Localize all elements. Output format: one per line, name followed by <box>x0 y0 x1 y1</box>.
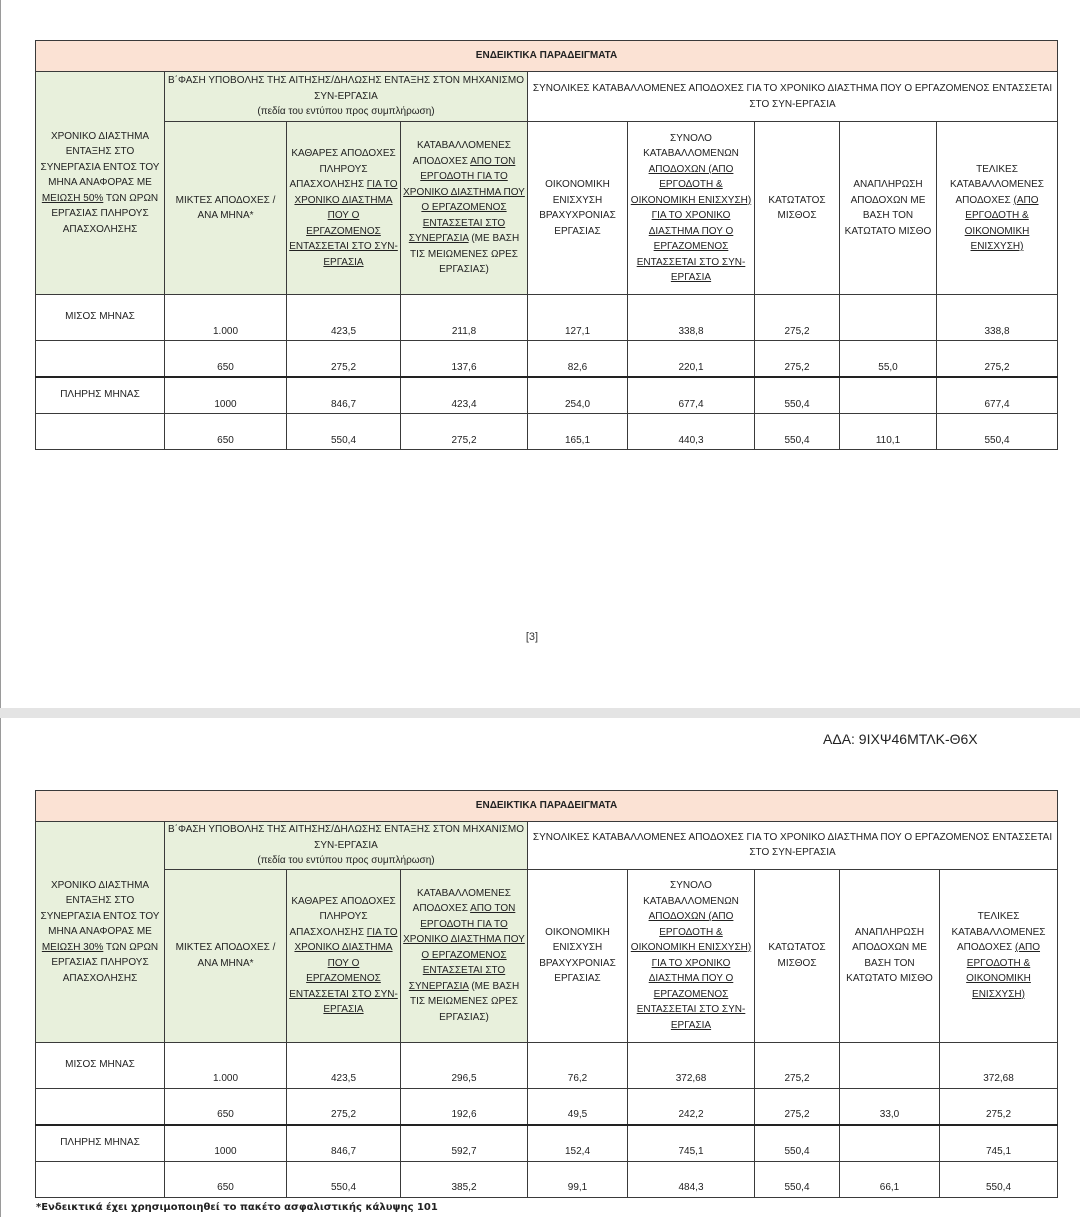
cell-topup <box>840 295 937 341</box>
document-page-2 <box>0 718 1080 1217</box>
page-number: [3] <box>525 631 539 643</box>
group-header-totals: ΣΥΝΟΛΙΚΕΣ ΚΑΤΑΒΑΛΛΟΜΕΝΕΣ ΑΠΟΔΟΧΕΣ ΓΙΑ ΤΟ ΧΡΟΝΙΚΟ ΔΙΑΣΤΗΜΑ ΠΟΥ Ο ΕΡΓΑΖΟΜΕΝΟΣ ΕΝΤΑΣΣΕΤΑΙ ΣΤΟ ΣΥΝ-ΕΡΓΑΣΙΑ <box>528 822 1058 870</box>
col-header-paid-a: ΚΑΤΑΒΑΛΛΟΜΕΝΕΣ ΑΠΟΔΟΧΕΣ <box>412 887 511 915</box>
row-label <box>36 1088 165 1125</box>
cell-mixed: 1000 <box>165 377 287 414</box>
row-label: ΠΛΗΡΗΣ ΜΗΝΑΣ <box>36 1125 165 1162</box>
group-header-totals: ΣΥΝΟΛΙΚΕΣ ΚΑΤΑΒΑΛΛΟΜΕΝΕΣ ΑΠΟΔΟΧΕΣ ΓΙΑ ΤΟ ΧΡΟΝΙΚΟ ΔΙΑΣΤΗΜΑ ΠΟΥ Ο ΕΡΓΑΖΟΜΕΝΟΣ ΕΝΤΑΣΣΕΤΑΙ ΣΤΟ ΣΥΝ-ΕΡΓΑΣΙΑ <box>528 72 1058 122</box>
cell-net: 846,7 <box>287 1125 401 1162</box>
page-edge <box>0 0 1 708</box>
cell-final: 275,2 <box>940 1088 1058 1125</box>
cell-paid: 275,2 <box>401 414 528 450</box>
table-row <box>36 414 1058 450</box>
col-header-net <box>287 869 401 1042</box>
col-header-aid: ΟΙΚΟΝΟΜΙΚΗ ΕΝΙΣΧΥΣΗ ΒΡΑΧΥΧΡΟΝΙΑΣ ΕΡΓΑΣΙΑΣ <box>528 869 628 1042</box>
examples-table-50 <box>35 40 1058 450</box>
cell-aid: 99,1 <box>528 1161 628 1197</box>
col-header-paid-a: ΚΑΤΑΒΑΛΛΟΜΕΝΕΣ ΑΠΟΔΟΧΕΣ <box>412 140 511 167</box>
cell-net: 275,2 <box>287 341 401 378</box>
cell-mixed: 1000 <box>165 1125 287 1162</box>
col-header-aid: ΟΙΚΟΝΟΜΙΚΗ ΕΝΙΣΧΥΣΗ ΒΡΑΧΥΧΡΟΝΙΑΣ ΕΡΓΑΣΙΑΣ <box>528 122 628 295</box>
cell-topup: 55,0 <box>840 341 937 378</box>
cell-topup <box>840 1042 940 1088</box>
col-header-paid-c: (ΜΕ ΒΑΣΗ ΤΙΣ ΜΕΙΩΜΕΝΕΣ ΩΡΕΣ ΕΡΓΑΣΙΑΣ) <box>410 980 520 1023</box>
table-row <box>36 341 1058 378</box>
table-title: ΕΝΔΕΙΚΤΙΚΑ ΠΑΡΑΔΕΙΓΜΑΤΑ <box>36 791 1058 822</box>
col-header-net-b: ΓΙΑ ΤΟ ΧΡΟΝΙΚΟ ΔΙΑΣΤΗΜΑ ΠΟΥ Ο ΕΡΓΑΖΟΜΕΝΟΣ ΕΝΤΑΣΣΕΤΑΙ ΣΤΟ ΣΥΝ-ΕΡΓΑΣΙΑ <box>289 926 398 1015</box>
cell-net: 550,4 <box>287 1161 401 1197</box>
page-edge <box>0 718 1 1217</box>
cell-mixed: 650 <box>165 341 287 378</box>
reduction-label: ΜΕΙΩΣΗ 30% <box>41 941 104 953</box>
col-header-paid <box>401 122 528 295</box>
cell-min: 550,4 <box>755 1161 840 1197</box>
cell-paid: 385,2 <box>401 1161 528 1197</box>
col-header-final <box>937 122 1058 295</box>
row-label: ΠΛΗΡΗΣ ΜΗΝΑΣ <box>36 377 165 414</box>
cell-final: 338,8 <box>937 295 1058 341</box>
row-header-text: ΧΡΟΝΙΚΟ ΔΙΑΣΤΗΜΑ ΕΝΤΑΞΗΣ ΣΤΟ ΣΥΝΕΡΓΑΣΙΑ ΕΝΤΟΣ ΤΟΥ ΜΗΝΑ ΑΝΑΦΟΡΑΣ ΜΕ <box>40 130 160 189</box>
cell-final: 677,4 <box>937 377 1058 414</box>
cell-aid: 254,0 <box>528 377 628 414</box>
cell-min: 275,2 <box>755 295 840 341</box>
cell-min: 550,4 <box>755 414 840 450</box>
cell-topup: 66,1 <box>840 1161 940 1197</box>
cell-min: 275,2 <box>755 1088 840 1125</box>
examples-table-30 <box>35 790 1058 1198</box>
cell-aid: 152,4 <box>528 1125 628 1162</box>
row-header-text-end: ΤΩΝ ΩΡΩΝ ΕΡΓΑΣΙΑΣ ΠΛΗΡΟΥΣ ΑΠΑΣΧΟΛΗΣΗΣ <box>51 941 159 984</box>
col-header-final-b: (ΑΠΟ ΕΡΓΟΔΟΤΗ & ΟΙΚΟΝΟΜΙΚΗ ΕΝΙΣΧΥΣΗ) <box>966 942 1041 1000</box>
cell-net: 550,4 <box>287 414 401 450</box>
cell-mixed: 650 <box>165 1088 287 1125</box>
col-header-final-a: ΤΕΛΙΚΕΣ ΚΑΤΑΒΑΛΛΟΜΕΝΕΣ ΑΠΟΔΟΧΕΣ <box>950 163 1044 206</box>
row-label: ΜΙΣΟΣ ΜΗΝΑΣ <box>36 1042 165 1088</box>
cell-topup: 33,0 <box>840 1088 940 1125</box>
table-row <box>36 1088 1058 1125</box>
cell-sum: 745,1 <box>628 1125 755 1162</box>
cell-final: 550,4 <box>937 414 1058 450</box>
col-header-sum-b: ΑΠΟΔΟΧΩΝ (ΑΠΟ ΕΡΓΟΔΟΤΗ & ΟΙΚΟΝΟΜΙΚΗ ΕΝΙΣΧΥΣΗ) ΓΙΑ ΤΟ ΧΡΟΝΙΚΟ ΔΙΑΣΤΗΜΑ ΠΟΥ Ο ΕΡΓΑΖΟΜΕΝΟΣ ΕΝΤΑΣΣΕΤΑΙ ΣΤΟ ΣΥΝ-ΕΡΓΑΣΙΑ <box>630 163 752 283</box>
reduction-label: ΜΕΙΩΣΗ 50% <box>41 192 104 204</box>
col-header-paid-b: ΑΠΟ ΤΟΝ ΕΡΓΟΔΟΤΗ ΓΙΑ ΤΟ ΧΡΟΝΙΚΟ ΔΙΑΣΤΗΜΑ ΠΟΥ Ο ΕΡΓΑΖΟΜΕΝΟΣ ΕΝΤΑΣΣΕΤΑΙ ΣΤΟ ΣΥΝΕΡΓΑΣΙΑ <box>403 903 525 992</box>
col-header-final-a: ΤΕΛΙΚΕΣ ΚΑΤΑΒΑΛΛΟΜΕΝΕΣ ΑΠΟΔΟΧΕΣ <box>951 911 1046 953</box>
col-header-sum <box>628 122 755 295</box>
group-header-phase-b-line2: (πεδία του εντύπου προς συμπλήρωση) <box>257 855 435 866</box>
row-label <box>36 1161 165 1197</box>
cell-final: 372,68 <box>940 1042 1058 1088</box>
table-row <box>36 1125 1058 1162</box>
cell-mixed: 1.000 <box>165 1042 287 1088</box>
group-header-phase-b-line1: Β΄ΦΑΣΗ ΥΠΟΒΟΛΗΣ ΤΗΣ ΑΙΤΗΣΗΣ/ΔΗΛΩΣΗΣ ΕΝΤΑΞΗΣ ΣΤΟΝ ΜΗΧΑΝΙΣΜΟ ΣΥΝ-ΕΡΓΑΣΙΑ <box>168 824 524 851</box>
col-header-sum-b: ΑΠΟΔΟΧΩΝ (ΑΠΟ ΕΡΓΟΔΟΤΗ & ΟΙΚΟΝΟΜΙΚΗ ΕΝΙΣΧΥΣΗ) ΓΙΑ ΤΟ ΧΡΟΝΙΚΟ ΔΙΑΣΤΗΜΑ ΠΟΥ Ο ΕΡΓΑΖΟΜΕΝΟΣ ΕΝΤΑΣΣΕΤΑΙ ΣΤΟ ΣΥΝ-ΕΡΓΑΣΙΑ <box>630 911 752 1031</box>
cell-min: 275,2 <box>755 1042 840 1088</box>
col-header-paid-c: (ΜΕ ΒΑΣΗ ΤΙΣ ΜΕΙΩΜΕΝΕΣ ΩΡΕΣ ΕΡΓΑΣΙΑΣ) <box>410 233 520 276</box>
ada-code: ΑΔΑ: 9ΙΧΨ46ΜΤΛΚ-Θ6Χ <box>823 731 978 747</box>
cell-sum: 484,3 <box>628 1161 755 1197</box>
col-header-paid <box>401 869 528 1042</box>
cell-sum: 242,2 <box>628 1088 755 1125</box>
row-label: ΜΙΣΟΣ ΜΗΝΑΣ <box>36 295 165 341</box>
cell-sum: 677,4 <box>628 377 755 414</box>
cell-paid: 296,5 <box>401 1042 528 1088</box>
col-header-topup: ΑΝΑΠΛΗΡΩΣΗ ΑΠΟΔΟΧΩΝ ΜΕ ΒΑΣΗ ΤΟΝ ΚΑΤΩΤΑΤΟ ΜΙΣΘΟ <box>840 869 940 1042</box>
row-header-cell <box>36 822 165 1043</box>
cell-min: 550,4 <box>755 377 840 414</box>
row-header-text: ΧΡΟΝΙΚΟ ΔΙΑΣΤΗΜΑ ΕΝΤΑΞΗΣ ΣΤΟ ΣΥΝΕΡΓΑΣΙΑ ΕΝΤΟΣ ΤΟΥ ΜΗΝΑ ΑΝΑΦΟΡΑΣ ΜΕ <box>40 879 160 937</box>
cell-final: 745,1 <box>940 1125 1058 1162</box>
cell-final: 550,4 <box>940 1161 1058 1197</box>
cell-sum: 440,3 <box>628 414 755 450</box>
group-header-phase-b <box>165 72 528 122</box>
cell-sum: 372,68 <box>628 1042 755 1088</box>
footnote: *Ενδεικτικά έχει χρησιμοποιηθεί το πακέτο ασφαλιστικής κάλυψης 101 <box>36 1202 438 1213</box>
cell-mixed: 650 <box>165 414 287 450</box>
cell-aid: 76,2 <box>528 1042 628 1088</box>
col-header-net-b: ΓΙΑ ΤΟ ΧΡΟΝΙΚΟ ΔΙΑΣΤΗΜΑ ΠΟΥ Ο ΕΡΓΑΖΟΜΕΝΟΣ ΕΝΤΑΣΣΕΤΑΙ ΣΤΟ ΣΥΝ-ΕΡΓΑΣΙΑ <box>289 179 398 268</box>
cell-topup: 110,1 <box>840 414 937 450</box>
cell-paid: 423,4 <box>401 377 528 414</box>
cell-min: 275,2 <box>755 341 840 378</box>
col-header-final <box>940 869 1058 1042</box>
col-header-mixed: ΜΙΚΤΕΣ ΑΠΟΔΟΧΕΣ /ΑΝΑ ΜΗΝΑ* <box>165 869 287 1042</box>
col-header-min: ΚΑΤΩΤΑΤΟΣ ΜΙΣΘΟΣ <box>755 122 840 295</box>
table-row <box>36 295 1058 341</box>
row-label <box>36 341 165 378</box>
group-header-phase-b-line1: Β΄ΦΑΣΗ ΥΠΟΒΟΛΗΣ ΤΗΣ ΑΙΤΗΣΗΣ/ΔΗΛΩΣΗΣ ΕΝΤΑΞΗΣ ΣΤΟΝ ΜΗΧΑΝΙΣΜΟ ΣΥΝ-ΕΡΓΑΣΙΑ <box>168 75 524 102</box>
row-header-text-end: ΤΩΝ ΩΡΩΝ ΕΡΓΑΣΙΑΣ ΠΛΗΡΟΥΣ ΑΠΑΣΧΟΛΗΣΗΣ <box>51 192 159 235</box>
cell-sum: 338,8 <box>628 295 755 341</box>
table-row <box>36 1042 1058 1088</box>
cell-aid: 82,6 <box>528 341 628 378</box>
cell-topup <box>840 377 937 414</box>
cell-aid: 165,1 <box>528 414 628 450</box>
col-header-net-a: ΚΑΘΑΡΕΣ ΑΠΟΔΟΧΕΣ ΠΛΗΡΟΥΣ ΑΠΑΣΧΟΛΗΣΗΣ <box>289 895 396 938</box>
cell-min: 550,4 <box>755 1125 840 1162</box>
col-header-sum <box>628 869 755 1042</box>
cell-paid: 137,6 <box>401 341 528 378</box>
col-header-net <box>287 122 401 295</box>
cell-paid: 211,8 <box>401 295 528 341</box>
col-header-sum-a: ΣΥΝΟΛΟ ΚΑΤΑΒΑΛΛΟΜΕΝΩΝ <box>643 132 739 159</box>
cell-final: 275,2 <box>937 341 1058 378</box>
cell-net: 846,7 <box>287 377 401 414</box>
table-title: ΕΝΔΕΙΚΤΙΚΑ ΠΑΡΑΔΕΙΓΜΑΤΑ <box>36 41 1058 72</box>
cell-aid: 127,1 <box>528 295 628 341</box>
cell-net: 275,2 <box>287 1088 401 1125</box>
cell-mixed: 1.000 <box>165 295 287 341</box>
cell-mixed: 650 <box>165 1161 287 1197</box>
table-row <box>36 1161 1058 1197</box>
cell-paid: 592,7 <box>401 1125 528 1162</box>
cell-aid: 49,5 <box>528 1088 628 1125</box>
row-label <box>36 414 165 450</box>
cell-sum: 220,1 <box>628 341 755 378</box>
cell-net: 423,5 <box>287 1042 401 1088</box>
cell-net: 423,5 <box>287 295 401 341</box>
group-header-phase-b <box>165 822 528 870</box>
page-gap <box>0 708 1080 718</box>
group-header-phase-b-line2: (πεδία του εντύπου προς συμπλήρωση) <box>257 106 435 118</box>
col-header-paid-b: ΑΠΟ ΤΟΝ ΕΡΓΟΔΟΤΗ ΓΙΑ ΤΟ ΧΡΟΝΙΚΟ ΔΙΑΣΤΗΜΑ ΠΟΥ Ο ΕΡΓΑΖΟΜΕΝΟΣ ΕΝΤΑΣΣΕΤΑΙ ΣΤΟ ΣΥΝΕΡΓΑΣΙΑ <box>403 155 525 245</box>
col-header-min: ΚΑΤΩΤΑΤΟΣ ΜΙΣΘΟΣ <box>755 869 840 1042</box>
col-header-final-b: (ΑΠΟ ΕΡΓΟΔΟΤΗ & ΟΙΚΟΝΟΜΙΚΗ ΕΝΙΣΧΥΣΗ) <box>964 194 1039 252</box>
col-header-topup: ΑΝΑΠΛΗΡΩΣΗ ΑΠΟΔΟΧΩΝ ΜΕ ΒΑΣΗ ΤΟΝ ΚΑΤΩΤΑΤΟ ΜΙΣΘΟ <box>840 122 937 295</box>
col-header-sum-a: ΣΥΝΟΛΟ ΚΑΤΑΒΑΛΛΟΜΕΝΩΝ <box>643 880 739 907</box>
table-row <box>36 377 1058 414</box>
row-header-cell <box>36 72 165 295</box>
cell-topup <box>840 1125 940 1162</box>
col-header-net-a: ΚΑΘΑΡΕΣ ΑΠΟΔΟΧΕΣ ΠΛΗΡΟΥΣ ΑΠΑΣΧΟΛΗΣΗΣ <box>289 148 396 190</box>
col-header-mixed: ΜΙΚΤΕΣ ΑΠΟΔΟΧΕΣ /ΑΝΑ ΜΗΝΑ* <box>165 122 287 295</box>
cell-paid: 192,6 <box>401 1088 528 1125</box>
